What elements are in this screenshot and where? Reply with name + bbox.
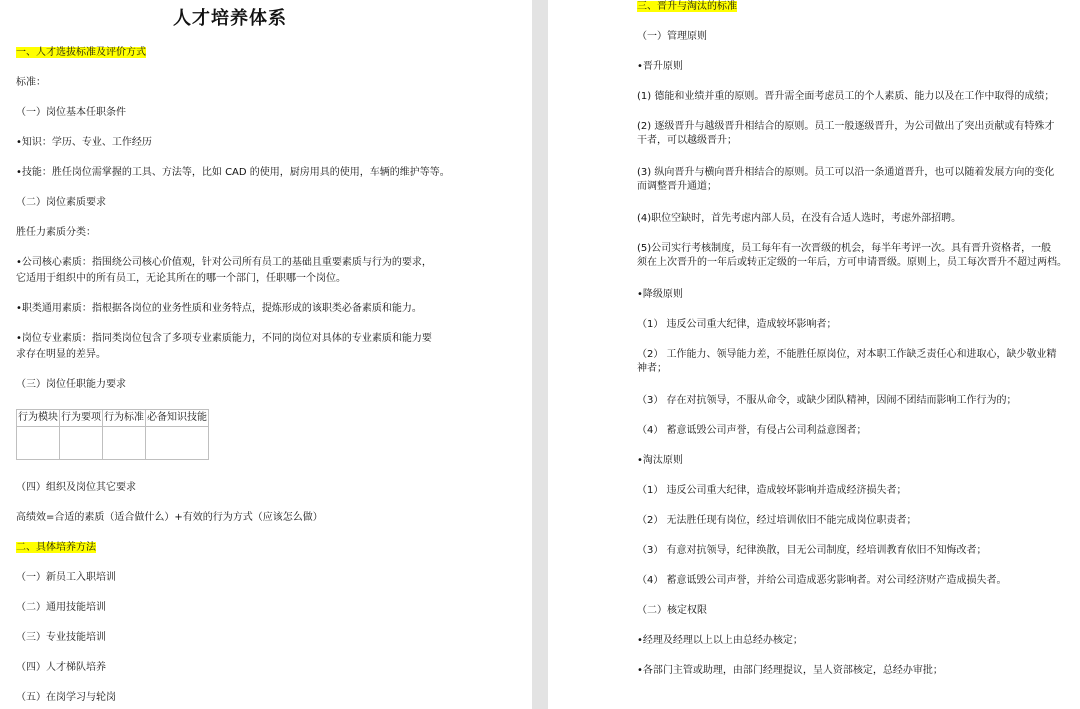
document-title: 人才培养体系 (173, 8, 287, 29)
promotion-principle-2-line-1: (2) 逐级晋升与越级晋升相结合的原则。员工一般逐级晋升，为公司做出了突出贡献或有特殊才 (637, 121, 1055, 132)
subheading-quality-requirements: （二）岗位素质要求 (16, 197, 106, 208)
section-heading-selection-text: 一、人才选拔标准及评价方式 (16, 47, 146, 58)
elimination-principles-label: •淘汰原则 (637, 455, 683, 466)
elimination-item: （2） 无法胜任现有岗位，经过培训依旧不能完成岗位职责者； (637, 515, 917, 526)
method-item: （五）在岗学习与轮岗 (16, 692, 116, 703)
table-header-cell: 行为标准 (103, 410, 146, 427)
promotion-principle-1: (1) 德能和业绩并重的原则。晋升需全面考虑员工的个人素质、能力以及在工作中取得的成绩； (637, 91, 1055, 102)
demotion-item: （1） 违反公司重大纪律，造成较坏影响者； (637, 319, 837, 330)
promotion-principle-5-line-1: (5)公司实行考核制度，员工每年有一次晋级的机会，每半年考评一次。具有晋升资格者，一般 (637, 243, 1052, 254)
promotion-principle-4: (4)职位空缺时，首先考虑内部人员，在没有合适人选时，考虑外部招聘。 (637, 213, 962, 224)
section-heading-methods-text: 二、具体培养方法 (16, 542, 96, 553)
subheading-approval-authority: （二）核定权限 (637, 605, 707, 616)
demotion-item-2-line-2: 神者； (637, 363, 667, 374)
promotion-principle-3-line-1: (3) 纵向晋升与横向晋升相结合的原则。员工可以沿一条通道晋升，也可以随着发展方向的变化 (637, 167, 1055, 178)
method-item: （三）专业技能培训 (16, 632, 106, 643)
document-page-right (548, 0, 1080, 709)
section-heading-methods (16, 541, 96, 555)
core-quality-line-1: •公司核心素质：指围绕公司核心价值观，针对公司所有员工的基础且重要素质与行为的要求， (16, 257, 432, 268)
performance-formula: 高绩效=合适的素质（适合做什么）+有效的行为方式（应该怎么做） (16, 512, 323, 523)
approval-item: •各部门主管或助理，由部门经理提议，呈人资部核定，总经办审批； (637, 665, 943, 676)
elimination-item: （1） 违反公司重大纪律，造成较坏影响并造成经济损失者； (637, 485, 907, 496)
section-heading-promotion-text: 三、晋升与淘汰的标准 (637, 1, 737, 12)
section-heading-promotion (637, 0, 737, 14)
promotion-principle-5-line-2: 须在上次晋升的一年后或转正定级的一年后，方可申请晋级。原则上，员工每次晋升不超过两档。 (637, 257, 1067, 268)
page-gutter (532, 0, 548, 709)
subheading-ability-requirements: （三）岗位任职能力要求 (16, 379, 126, 390)
table-cell[interactable] (60, 427, 103, 460)
method-item: （一）新员工入职培训 (16, 572, 116, 583)
table-header-cell: 行为模块 (17, 410, 60, 427)
professional-quality-line-1: •岗位专业素质：指同类岗位包含了多项专业素质能力，不同的岗位对具体的专业素质和能力要 (16, 333, 432, 344)
table-cell[interactable] (146, 427, 209, 460)
table-header-row (17, 410, 209, 427)
ability-table (16, 409, 209, 460)
table-row (17, 427, 209, 460)
subheading-basic-conditions: （一）岗位基本任职条件 (16, 107, 126, 118)
table-cell[interactable] (17, 427, 60, 460)
knowledge-item: •知识：学历、专业、工作经历 (16, 137, 152, 148)
table-header-cell: 必备知识技能 (146, 410, 209, 427)
demotion-item: （4） 蓄意诋毁公司声誉，有侵占公司利益意图者； (637, 425, 867, 436)
general-quality-item: •职类通用素质：指根据各岗位的业务性质和业务特点，提炼形成的该职类必备素质和能力。 (16, 303, 422, 314)
approval-item: •经理及经理以上以上由总经办核定； (637, 635, 803, 646)
standard-label: 标准： (16, 77, 46, 88)
professional-quality-line-2: 求存在明显的差异。 (16, 349, 106, 360)
promotion-principle-3-line-2: 而调整晋升通道； (637, 181, 717, 192)
method-item: （二）通用技能培训 (16, 602, 106, 613)
subheading-management-principles: （一）管理原则 (637, 31, 707, 42)
table-cell[interactable] (103, 427, 146, 460)
elimination-item: （3） 有意对抗领导，纪律涣散，目无公司制度，经培训教育依旧不知悔改者； (637, 545, 987, 556)
promotion-principles-label: •晋升原则 (637, 61, 683, 72)
competency-label: 胜任力素质分类： (16, 227, 96, 238)
skill-item: •技能：胜任岗位需掌握的工具、方法等，比如 CAD 的使用，厨房用具的使用，车辆的维护等等。 (16, 167, 450, 178)
document-page-left (0, 0, 532, 709)
section-heading-selection (16, 46, 146, 60)
table-header-cell: 行为要项 (60, 410, 103, 427)
demotion-item-2-line-1: （2） 工作能力、领导能力差，不能胜任原岗位，对本职工作缺乏责任心和进取心，缺少敬业精 (637, 349, 1057, 360)
promotion-principle-2-line-2: 干者，可以越级晋升； (637, 135, 737, 146)
demotion-item: （3） 存在对抗领导，不服从命令，或缺少团队精神，因闹不团结而影响工作行为的； (637, 395, 1017, 406)
elimination-item: （4） 蓄意诋毁公司声誉，并给公司造成恶劣影响者。对公司经济财产造成损失者。 (637, 575, 1007, 586)
core-quality-line-2: 它适用于组织中的所有员工，无论其所在的哪一个部门，任职哪一个岗位。 (16, 273, 346, 284)
method-item: （四）人才梯队培养 (16, 662, 106, 673)
subheading-other-requirements: （四）组织及岗位其它要求 (16, 482, 136, 493)
demotion-principles-label: •降级原则 (637, 289, 683, 300)
